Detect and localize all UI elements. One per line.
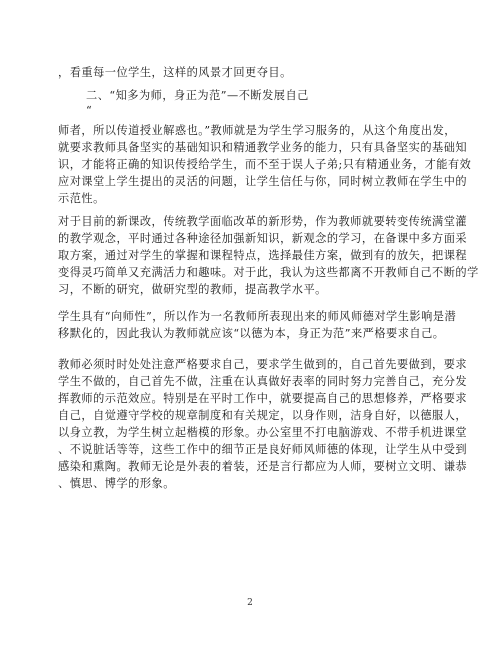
text-line: 的教学观念，平时通过各种途径加强新知识，新观念的学习，在备课中多方面采 [58, 232, 468, 245]
text-line: 学生具有“向师性”，所以作为一名教师所表现出来的师风师德对学生影响是潜 [58, 310, 457, 323]
text-line: 、慎思、博学的形象。 [58, 477, 175, 490]
text-line: 习，不断的研究，做研究型的教师，提高教学水平。 [58, 283, 327, 296]
text-line: 就要求教师具备坚实的基础知识和精通教学业务的能力，只有具备坚实的基础知 [58, 141, 468, 154]
text-line: 移默化的，因此我认为教师就应该“以德为本，身正为范”来严格要求自己。 [58, 327, 445, 340]
text-line: 感染和熏陶。教师无论是外表的着装，还是言行都应为人师，要树立文明、谦恭 [58, 460, 468, 473]
section-heading: 二、“知多为师，身正为范”—不断发展自己 [86, 89, 309, 102]
text-line: 对于目前的新课改，传统教学面临改革的新形势，作为教师就要转变传统满堂灌 [58, 215, 468, 228]
text-line: 取方案，通过对学生的掌握和课程特点，选择最佳方案，做到有的放矢，把课程 [58, 249, 468, 262]
page-number: 2 [247, 598, 253, 608]
text-line: 自己，自觉遵守学校的规章制度和有关规定，以身作则，洁身自好，以德服人， [58, 409, 468, 422]
text-line: 、不说脏话等等，这些工作中的细节正是良好师风师德的体现，让学生从中受到 [58, 443, 468, 456]
quote-mark-line: “ [86, 104, 93, 117]
text-line: 示范性。 [58, 192, 105, 205]
text-line: 以身立教，为学生树立起楷模的形象。办公室里不打电脑游戏、不带手机进课堂 [58, 426, 468, 439]
text-line: 挥教师的示范效应。特别是在平时工作中，就要提高自己的思想修养，严格要求 [58, 392, 468, 405]
text-line: 学生不做的，自己首先不做，注重在认真做好表率的同时努力完善自己，充分发 [58, 375, 468, 388]
text-line: 识，才能将正确的知识传授给学生，而不至于误人子弟;只有精通业务，才能有效 [58, 158, 472, 171]
text-line: 变得灵巧简单又充满活力和趣味。对于此，我认为这些都离不开教师自己不断的学 [58, 266, 479, 279]
text-line: ，看重每一位学生，这样的风景才回更夺目。 [58, 66, 292, 79]
text-line: 应对课堂上学生提出的灵活的问题，让学生信任与你，同时树立教师在学生中的 [58, 175, 468, 188]
text-line: 师者，所以传道授业解惑也。”教师就是为学生学习服务的，从这个角度出发， [58, 124, 456, 137]
text-line: 教师必须时时处处注意严格要求自己，要求学生做到的，自己首先要做到，要求 [58, 358, 468, 371]
